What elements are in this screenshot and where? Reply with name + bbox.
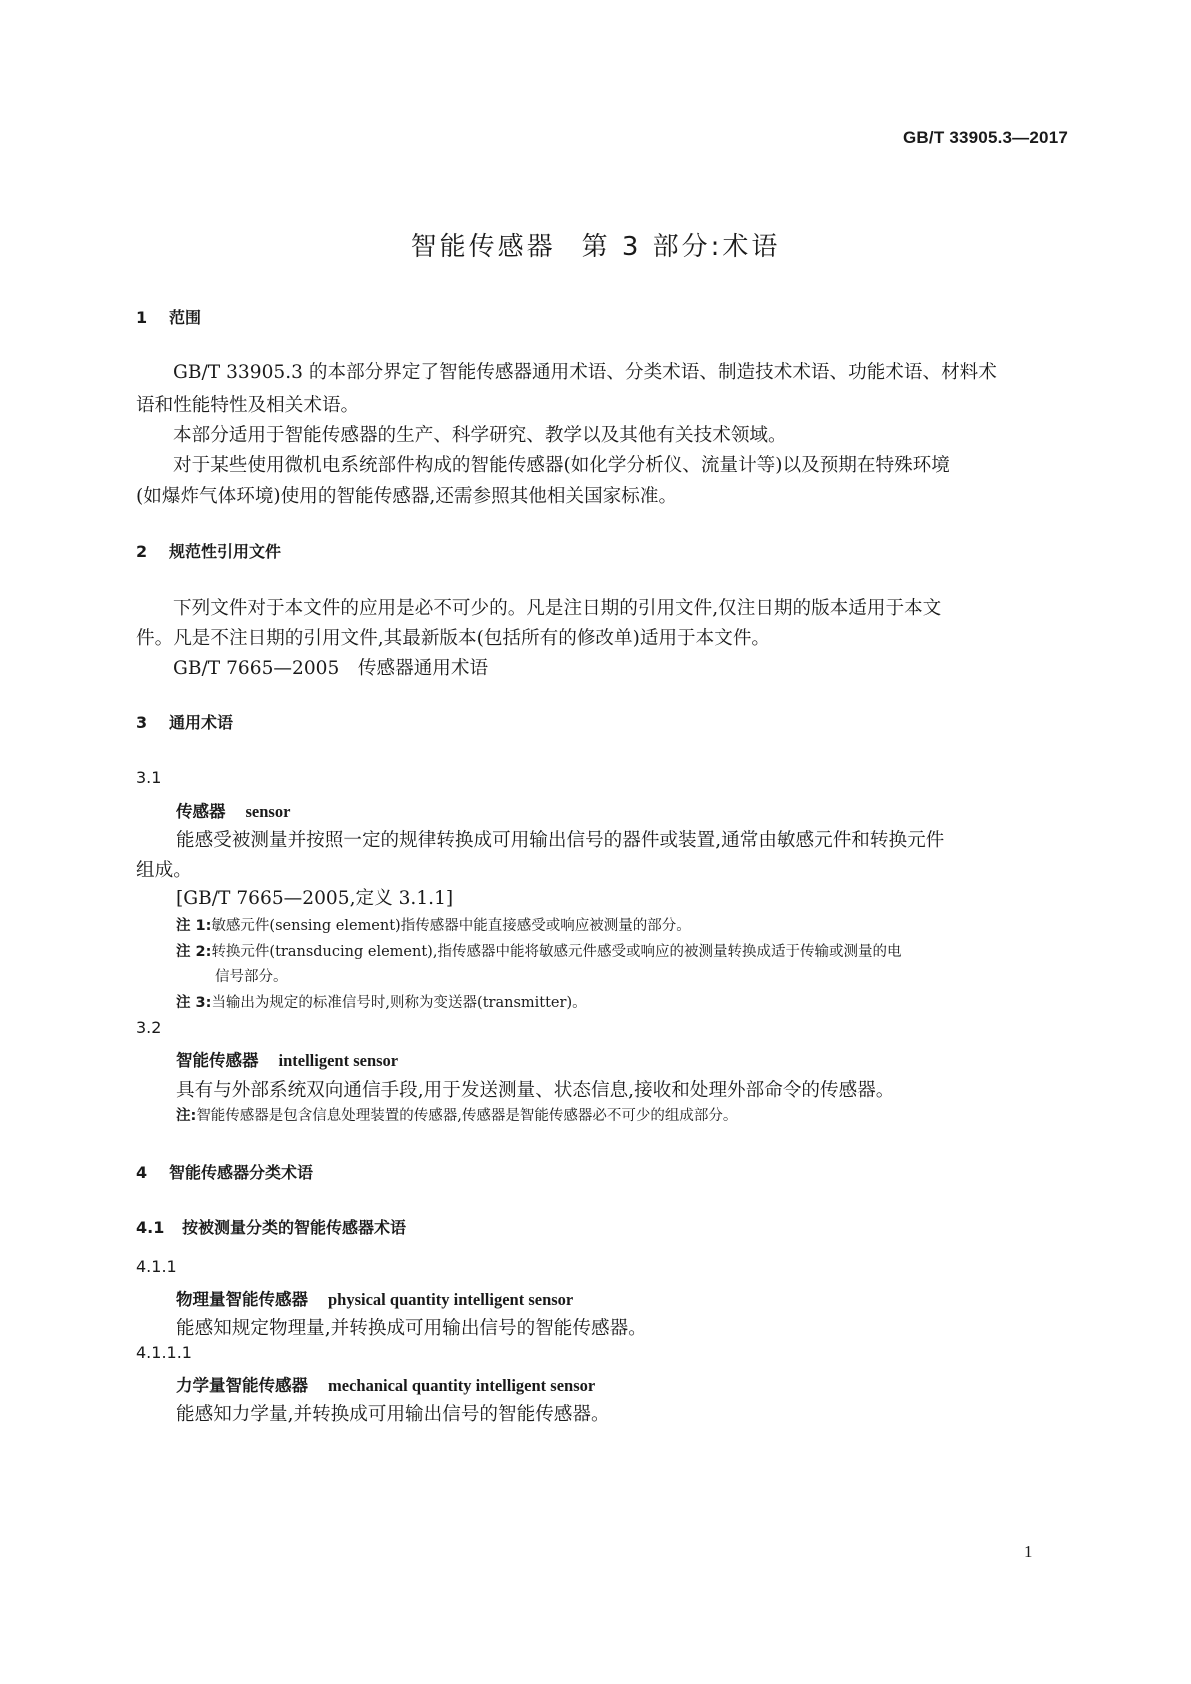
definition-source: [GB/T 7665—2005,定义 3.1.1] bbox=[176, 888, 454, 909]
note-label: 注 2: bbox=[176, 944, 212, 960]
note-2-continued: 信号部分。 bbox=[215, 969, 288, 985]
note-2 bbox=[176, 940, 901, 961]
term-title bbox=[176, 798, 290, 822]
paragraph-line: 语和性能特性及相关术语。 bbox=[136, 395, 360, 416]
standard-number: GB/T 33905.3—2017 bbox=[903, 128, 1068, 147]
section-title: 通用术语 bbox=[169, 713, 234, 732]
term-en: intelligent sensor bbox=[278, 1051, 399, 1070]
note-label: 注 1: bbox=[176, 918, 212, 934]
definition-line: 具有与外部系统双向通信手段,用于发送测量、状态信息,接收和处理外部命令的传感器。 bbox=[176, 1080, 895, 1101]
title-main: 智能传感器 bbox=[410, 232, 556, 262]
term-title bbox=[176, 1286, 573, 1310]
term-en: sensor bbox=[245, 802, 291, 821]
subsection-4-1-heading bbox=[136, 1215, 406, 1238]
title-part: 第 3 部分:术语 bbox=[581, 232, 781, 262]
section-title: 智能传感器分类术语 bbox=[169, 1163, 314, 1182]
section-number: 3 bbox=[136, 713, 148, 732]
paragraph-line: 件。凡是不注日期的引用文件,其最新版本(包括所有的修改单)适用于本文件。 bbox=[136, 628, 771, 649]
term-zh: 智能传感器 bbox=[176, 1051, 259, 1070]
note bbox=[176, 1104, 737, 1125]
paragraph-line: (如爆炸气体环境)使用的智能传感器,还需参照其他相关国家标准。 bbox=[136, 486, 678, 507]
note-1 bbox=[176, 914, 691, 935]
paragraph-line: 对于某些使用微机电系统部件构成的智能传感器(如化学分析仪、流量计等)以及预期在特殊环境 bbox=[173, 455, 950, 476]
note-text: 敏感元件(sensing element)指传感器中能直接感受或响应被测量的部分。 bbox=[211, 918, 691, 934]
term-number: 3.2 bbox=[136, 1018, 162, 1037]
term-zh: 传感器 bbox=[176, 802, 226, 821]
section-4-heading bbox=[136, 1160, 313, 1183]
note-3 bbox=[176, 991, 587, 1012]
section-title: 按被测量分类的智能传感器术语 bbox=[182, 1218, 407, 1237]
definition-line: 组成。 bbox=[136, 860, 192, 881]
normative-reference: GB/T 7665—2005 传感器通用术语 bbox=[173, 658, 489, 679]
term-en: mechanical quantity intelligent sensor bbox=[328, 1376, 596, 1395]
term-number: 4.1.1.1 bbox=[136, 1343, 192, 1362]
section-title: 范围 bbox=[169, 308, 202, 327]
section-number: 4.1 bbox=[136, 1218, 165, 1237]
note-text: 转换元件(transducing element),指传感器中能将敏感元件感受或响应的被测量转换成适于传输或测量的电 bbox=[211, 944, 902, 960]
note-text: 智能传感器是包含信息处理装置的传感器,传感器是智能传感器必不可少的组成部分。 bbox=[196, 1108, 738, 1124]
term-number: 3.1 bbox=[136, 768, 162, 787]
definition-line: 能感知力学量,并转换成可用输出信号的智能传感器。 bbox=[176, 1404, 610, 1425]
note-text: 当输出为规定的标准信号时,则称为变送器(transmitter)。 bbox=[211, 995, 587, 1011]
term-zh: 物理量智能传感器 bbox=[176, 1290, 308, 1309]
definition-line: 能感受被测量并按照一定的规律转换成可用输出信号的器件或装置,通常由敏感元件和转换元件 bbox=[176, 830, 945, 851]
term-number: 4.1.1 bbox=[136, 1257, 177, 1276]
section-2-heading bbox=[136, 539, 281, 562]
term-zh: 力学量智能传感器 bbox=[176, 1376, 308, 1395]
document-title bbox=[0, 226, 1191, 263]
section-number: 4 bbox=[136, 1163, 148, 1182]
note-label: 注: bbox=[176, 1108, 197, 1124]
paragraph-line: 下列文件对于本文件的应用是必不可少的。凡是注日期的引用文件,仅注日期的版本适用于本文 bbox=[173, 598, 942, 619]
page-number: 1 bbox=[1024, 1542, 1033, 1561]
section-title: 规范性引用文件 bbox=[169, 542, 282, 561]
section-number: 1 bbox=[136, 308, 148, 327]
definition-line: 能感知规定物理量,并转换成可用输出信号的智能传感器。 bbox=[176, 1318, 647, 1339]
note-label: 注 3: bbox=[176, 995, 212, 1011]
term-en: physical quantity intelligent sensor bbox=[328, 1290, 574, 1309]
section-3-heading bbox=[136, 710, 233, 733]
section-1-heading bbox=[136, 305, 201, 328]
term-title bbox=[176, 1372, 595, 1396]
paragraph-line: 本部分适用于智能传感器的生产、科学研究、教学以及其他有关技术领域。 bbox=[173, 425, 787, 446]
term-title bbox=[176, 1047, 398, 1071]
section-number: 2 bbox=[136, 542, 148, 561]
paragraph-line: GB/T 33905.3 的本部分界定了智能传感器通用术语、分类术语、制造技术术语、功能术语、材料术 bbox=[173, 362, 997, 383]
